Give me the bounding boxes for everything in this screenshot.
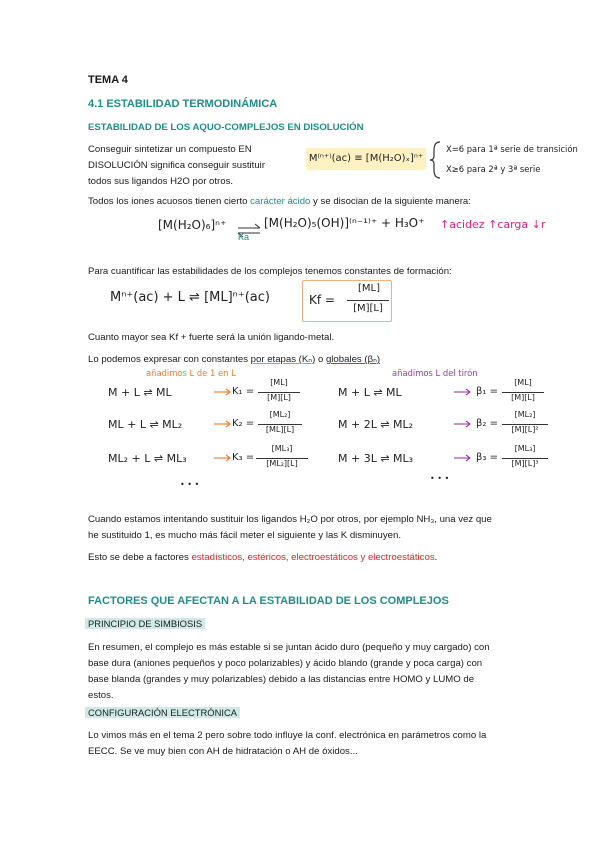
global-arrows <box>452 380 492 480</box>
brace-note-2: X≥6 para 2ª y 3ª serie <box>446 164 541 174</box>
step-eq-1: M + L ⇌ ML <box>108 386 172 399</box>
symbiosis-paragraph <box>88 640 558 704</box>
factors-pre: Esto se debe a factores <box>88 552 192 563</box>
acid-paragraph <box>88 194 528 210</box>
step-eq-3: ML₂ + L ⇌ ML₃ <box>108 452 187 465</box>
step-den-1: [M][L] <box>267 393 291 402</box>
step-num-1: [ML] <box>270 378 288 387</box>
kf-frac-line <box>347 300 389 301</box>
substitution-line: Cuando estamos intentando sustituir los ligandos H₂O por otros, por ejemplo NH₃, una vez que <box>88 514 492 525</box>
step-num-2: [ML₂] <box>269 410 291 419</box>
acid-eq-left: [M(H₂O)₆]ⁿ⁺ <box>158 218 227 232</box>
step-den-3: [ML₂][L] <box>266 459 298 468</box>
global-den-1: [M][L] <box>511 393 535 402</box>
subsection-title: ESTABILIDAD DE LOS AQUO-COMPLEJOS EN DISOLUCIÓN <box>88 122 364 133</box>
ka-label: Ka <box>238 232 250 242</box>
global-equations <box>338 380 558 480</box>
kf-box <box>302 280 392 322</box>
section-title: 4.1 ESTABILIDAD TERMODINÁMICA <box>88 98 278 110</box>
kf-den: [M][L] <box>353 303 383 314</box>
global-num-1: [ML] <box>514 378 532 387</box>
stepwise-dots: • • • <box>180 480 200 489</box>
global-dots: • • • <box>430 474 450 483</box>
step-k-1: K₁ = <box>232 386 255 397</box>
aquo-formula: M⁽ⁿ⁺⁾(ac) ≡ [M(H₂O)ₓ]ⁿ⁺ <box>306 148 426 170</box>
formation-paragraph: Para cuantificar las estabilidades de los complejos tenemos constantes de formación: <box>88 266 452 277</box>
intro-paragraph <box>88 142 288 190</box>
global-note: añadimos L del tirón <box>392 368 478 378</box>
stepwise-paragraph <box>88 352 548 368</box>
step-k-3: K₃ = <box>232 452 255 463</box>
intro-line: todos sus ligandos H2O por otros. <box>88 176 234 187</box>
acid-eq-right: [M(H₂O)₅(OH)]⁽ⁿ⁻¹⁾⁺ + H₃O⁺ <box>264 216 425 230</box>
substitution-line: he sustituido 1, es mucho más fácil meter el siguiente y las K disminuyen. <box>88 530 402 541</box>
symbiosis-line: base dura (aniones pequeños y poco polarizables) y ácido blando (grande y poca carga) con <box>88 658 483 669</box>
kf-note: Cuanto mayor sea Kf + fuerte será la unión ligando-metal. <box>88 332 335 343</box>
stepwise-mid: o <box>315 354 326 365</box>
step-den-2: [ML][L] <box>265 425 295 434</box>
step-arrows <box>210 380 250 480</box>
global-num-2: [ML₂] <box>514 410 536 419</box>
symbiosis-line: estos. <box>88 690 114 701</box>
factors-post: . <box>434 552 438 563</box>
kf-label: Kf = <box>309 293 335 307</box>
tema-title: TEMA 4 <box>88 74 128 86</box>
global-num-3: [ML₃] <box>514 444 536 453</box>
acid-post: y se disocian de la siguiente manera: <box>310 196 471 207</box>
acid-pre: Todos los iones acuosos tienen cierto <box>88 196 251 207</box>
step-num-3: [ML₃] <box>271 444 293 453</box>
global-k-2: β₂ = <box>476 418 498 429</box>
step-eq-2: ML + L ⇌ ML₂ <box>108 418 183 431</box>
brace-note-1: X=6 para 1ª serie de transición <box>446 144 578 154</box>
intro-line: DISOLUCIÓN significa conseguir sustituir <box>88 160 266 171</box>
symbiosis-title: PRINCIPIO DE SIMBIOSIS <box>85 618 205 629</box>
global-k-1: β₁ = <box>476 386 498 397</box>
substitution-paragraph <box>88 512 558 544</box>
stepwise-global: globales (βₙ) <box>325 354 381 365</box>
stepwise-step: por etapas (Kₙ) <box>250 354 316 365</box>
factors-list: estadísticos, estéricos, electroestáticos y electroestáticos <box>191 552 435 563</box>
global-k-3: β₃ = <box>476 452 498 463</box>
acid-highlight: carácter ácido <box>250 196 311 207</box>
symbiosis-line: base blanda (grandes y muy polarizables) debido a las distancias entre HOMO y LUMO de <box>88 674 475 685</box>
formation-eq: Mⁿ⁺(ac) + L ⇌ [ML]ⁿ⁺(ac) <box>110 290 270 305</box>
intro-line: Conseguir sintetizar un compuesto EN <box>88 144 252 155</box>
global-eq-2: M + 2L ⇌ ML₂ <box>338 418 414 431</box>
global-eq-1: M + L ⇌ ML <box>338 386 402 399</box>
config-title: CONFIGURACIÓN ELECTRÓNICA <box>85 707 240 718</box>
stepwise-pre: Lo podemos expresar con constantes <box>88 354 251 365</box>
global-den-2: [M][L]² <box>511 425 539 434</box>
symbiosis-line: En resumen, el complejo es más estable si se juntan ácido duro (pequeño y muy cargado) con <box>88 642 490 653</box>
section-2-title: FACTORES QUE AFECTAN A LA ESTABILIDAD DE LOS COMPLEJOS <box>88 595 449 607</box>
acidity-note: ↑acidez ↑carga ↓r <box>440 218 546 231</box>
config-line: EECC. Se ve muy bien con AH de hidratación o AH de óxidos... <box>88 746 358 757</box>
global-den-3: [M][L]³ <box>511 459 539 468</box>
kf-num: [ML] <box>357 283 380 294</box>
step-k-2: K₂ = <box>232 418 255 429</box>
brace-icon <box>428 140 442 180</box>
config-line: Lo vimos más en el tema 2 pero sobre todo influye la conf. electrónica en parámetros como la <box>88 730 487 741</box>
stepwise-note: añadimos L de 1 en L <box>146 368 236 378</box>
global-eq-3: M + 3L ⇌ ML₃ <box>338 452 414 465</box>
config-paragraph <box>88 728 558 760</box>
factors-paragraph <box>88 550 558 566</box>
